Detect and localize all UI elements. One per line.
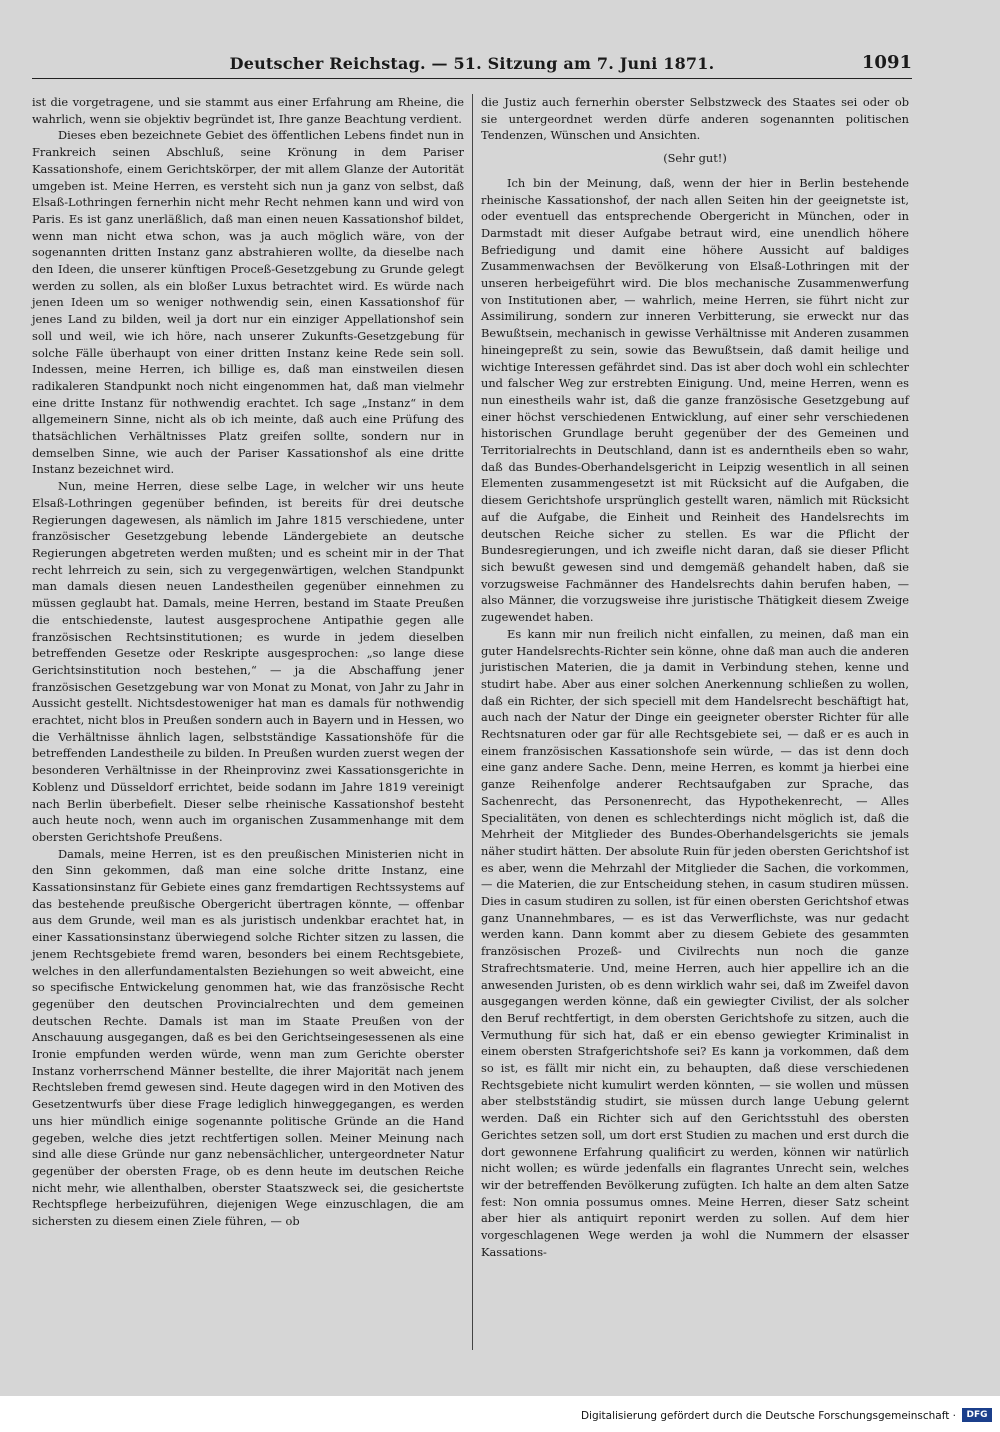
interjection: (Sehr gut!)	[663, 151, 727, 166]
paragraph: die Justiz auch fernerhin oberster Selbstzweck des Staates sei oder ob sie untergeordnet werden dürfe anderen sogenannten politischen Tendenzen, Wünschen und Ansichten.	[481, 95, 909, 143]
left-column	[32, 94, 464, 1230]
right-column	[481, 94, 909, 1261]
footer	[0, 1396, 1000, 1432]
paragraph: Nun, meine Herren, diese selbe Lage, in welcher wir uns heute Elsaß-Lothringen gegenüber befinden, ist bereits für drei deutsche Regierungen dagewesen, als nämlich im Jahre 1815 verschiedene, unter französischer Gesetzgebung lebende Ländergebiete an deutsche Regierungen abgetreten werden mußten; und es scheint mir in der That recht lehrreich zu sein, sich zu vergegenwärtigen, welchen Standpunkt man damals diesen neuen Landestheilen gegenüber einnehmen zu müssen geglaubt hat. Damals, meine Herren, bestand im Staate Preußen die entschiedenste, lautest ausgesprochene Antipathie gegen alle französischen Rechtsinstitutionen; es wurde in jedem dieselben betreffenden Gesetze oder Reskripte ausgesprochen: „so lange diese Gerichtsinstitution noch bestehen,“ — ja die Abschaffung jener französischen Gesetzgebung war von Monat zu Monat, von Jahr zu Jahr in Aussicht gestellt. Nichtsdestoweniger hat man es damals für nothwendig erachtet, nicht blos in Preußen sondern auch in Bayern und in Hessen, wo die Verhältnisse ähnlich lagen, selbstständige Kassationshöfe für die betreffenden Landestheile zu bilden. In Preußen wurden zuerst wegen der besonderen Verhältnisse in der Rheinprovinz zwei Kassationsgerichte in Koblenz und Düsseldorf errichtet, beide sodann im Jahre 1819 vereinigt nach Berlin überbefielt. Dieser selbe rheinische Kassationshof besteht auch heute noch, wenn auch im organischen Zusammenhange mit dem obersten Gerichtshofe Preußens.	[32, 479, 464, 844]
paragraph: Damals, meine Herren, ist es den preußischen Ministerien nicht in den Sinn gekommen, daß man eine solche dritte Instanz, eine Kassationsinstanz für Gebiete eines ganz fremdartigen Rechtssystems auf das bestehende preußische Obergericht übertragen könnte, — offenbar aus dem Grunde, weil man es als juristisch undenkbar erachtet hat, in einer Kassationsinstanz überwiegend solche Richter sitzen zu lassen, die jenem Rechtsgebiete fremd waren, besonders bei einem Rechtsgebiete, welches in den allerfundamentalsten Beziehungen so weit abweicht, eine so specifische Entwickelung genommen hat, wie das französische Recht gegenüber den deutschen Provincialrechten und dem gemeinen deutschen Rechte. Damals ist man im Staate Preußen von der Anschauung ausgegangen, daß es bei den Gerichtseingesessenen als eine Ironie empfunden werden würde, wenn man zum Gerichte oberster Instanz vorherrschend Männer bestellte, die ihrer Majorität nach jenem Rechtsleben fremd gewesen sind. Heute dagegen wird in den Motiven des Gesetzentwurfs über diese Frage lediglich hinweggegangen, es werden uns hier mündlich einige sogenannte politische Gründe an die Hand gegeben, welche dies jetzt rechtfertigen sollen. Meiner Meinung nach sind alle diese Gründe nur ganz nebensächlicher, untergeordneter Natur gegenüber der obersten Frage, ob es denn heute im deutschen Reiche nicht mehr, wie allenthalben, oberster Staatszweck sei, die gesichertste Rechtspflege herbeizuführen, diejenigen Wege einzuschlagen, die am sichersten zu diesem einen Ziele führen, — ob	[32, 846, 464, 1229]
header-title: Deutscher Reichstag. — 51. Sitzung am 7. Juni 1871.	[229, 54, 715, 73]
paragraph: Dieses eben bezeichnete Gebiet des öffentlichen Lebens findet nun in Frankreich seinen Abschluß, seine Krönung in dem Pariser Kassationshofe, einem Gerichtskörper, der mit allem Glanze der Autorität umgeben ist. Meine Herren, es versteht sich nun ja ganz von selbst, daß Elsaß-Lothringen fernerhin nicht mehr Recht nehmen kann und wird von Paris. Es ist ganz unerläßlich, daß man einen neuen Kassationshof bildet, wenn man nicht etwa schon, was ja auch möglich wäre, von der sogenannten dritten Instanz ganz abstrahieren wollte, da dieselbe nach den Ideen, die unserer künftigen Proceß-Gesetzgebung zu Grunde gelegt werden zu sollen, als ein bloßer Luxus betrachtet wird. Es würde nach jenen Ideen um so weniger nothwendig sein, einen Kassationshof für jenes Land zu bilden, weil ja dort nur ein einziger Appellationshof sein soll und weil, wie ich höre, nach unserer Zukunfts-Gesetzgebung für solche Fälle überhaupt von einer dritten Instanz keine Rede sein soll. Indessen, meine Herren, ich billige es, daß man einstweilen diesen radikaleren Standpunkt noch nicht eingenommen hat, daß man vielmehr eine dritte Instanz für nothwendig erachtet. Ich sage „Instanz“ in dem allgemeinern Sinne, nicht als ob ich meinte, daß auch eine Prüfung des thatsächlichen Verhältnisses Platz greifen sollte, sondern nur in demselben Sinne, wie auch der Pariser Kassationshof als eine dritte Instanz bezeichnet wird.	[32, 128, 464, 477]
page-header	[32, 52, 912, 79]
funding-note: Digitalisierung gefördert durch die Deutsche Forschungsgemeinschaft ·	[580, 1410, 956, 1422]
paragraph: Es kann mir nun freilich nicht einfallen, zu meinen, daß man ein guter Handelsrechts-Richter sein könne, ohne daß man auch die anderen juristischen Materien, die ja damit in Verbindung stehen, kenne und studirt habe. Aber aus einer solchen Anerkennung schließen zu wollen, daß ein Richter, der sich speciell mit dem Handelsrecht beschäftigt hat, auch nach der Natur der Dinge ein geeigneter oberster Richter für alle Rechtsnaturen oder gar für alle Rechtsgebiete sei, — daß er es auch in einem französischen Kassationshofe sein würde, — das ist denn doch eine ganz andere Sache. Denn, meine Herren, es kommt ja hierbei eine ganze Reihenfolge anderer Rechtsaufgaben zur Sprache, das Sachenrecht, das Personenrecht, das Hypothekenrecht, — Alles Specialitäten, von denen es schlechterdings nicht möglich ist, daß die Mehrheit der Mitglieder des Bundes-Oberhandelsgerichts sie jemals näher studirt hätten. Der absolute Ruin für jeden obersten Gerichtshof ist es aber, wenn die Mehrzahl der Mitglieder die Sachen, die vorkommen, — die Materien, die zur Entscheidung stehen, in casum studiren müssen. Dies in casum studiren zu sollen, ist für einen obersten Gerichtshof etwas ganz Unannehmbares, — es ist das Verwerflichste, was nur gedacht werden kann. Dann kommt aber zu diesem Gebiete des gesammten französischen Prozeß- und Civilrechts nun noch die ganze Strafrechtsmaterie. Und, meine Herren, auch hier appellire ich an die anwesenden Juristen, ob es denn wirklich wahr sei, daß im Zweifel davon ausgegangen werden könne, daß ein gewiegter Civilist, der als solcher den Beruf rechtfertigt, in dem obersten Gerichtshofe zu sitzen, auch die Vermuthung für sich hat, daß er ein ebenso gewiegter Kriminalist in einem obersten Strafgerichtshofe sei? Es kann ja vorkommen, daß dem so ist, es fällt mir nicht ein, zu behaupten, daß diese verschiedenen Rechtsgebiete nicht kumulirt werden könnten, — sie wollen und müssen aber stelbstständig studirt, sie müssen durch lange Uebung gelernt werden. Daß ein Richter sich auf den Gerichtsstuhl des obersten Gerichtes setzen soll, um dort erst Studien zu machen und erst durch die dort gewonnene Erfahrung qualificirt zu werden, können wir natürlich nicht wollen; es würde jedenfalls ein flagrantes Unrecht sein, welches wir der betreffenden Bevölkerung zufügten. Ich halte an dem alten Satze fest: Non omnia possumus omnes. Meine Herren, dieser Satz scheint aber hier als antiquirt reponirt werden zu sollen. Auf dem hier vorgeschlagenen Wege werden ja wohl die Nummern der elsasser Kassations-	[481, 626, 909, 1259]
dfg-logo: DFG	[962, 1408, 992, 1422]
column-divider	[472, 94, 473, 1350]
page-number: 1091	[861, 52, 912, 73]
paragraph: Ich bin der Meinung, daß, wenn der hier in Berlin bestehende rheinische Kassationshof, der nach allen Seiten hin der geeignetste ist, oder eventuell das entsprechende Obergericht in München, oder in Darmstadt mit dieser Aufgabe betraut wird, eine unendlich höhere Befriedigung und damit eine höhere Aussicht auf baldiges Zusammenwachsen der Bevölkerung von Elsaß-Lothringen mit der unseren herbeigeführt wird. Die blos mechanische Zusammenwerfung von Institutionen aber, — wahrlich, meine Herren, sie führt nicht zur Assimilirung, sondern zur inneren Verbitterung, sie erweckt nur das Bewußtsein, mechanisch in gewisse Verhältnisse mit Anderen zusammen hineingepreßt zu sein, sowie das Bewußtsein, daß damit heilige und wichtige Interessen gefährdet sind. Das ist aber doch wohl ein schlechter und falscher Weg zur erstrebten Einigung. Und, meine Herren, wenn es nun einestheils wahr ist, daß die ganze französische Gesetzgebung auf einer höchst verschiedenen Entwicklung, auf einer sehr verschiedenen historischen Grundlage beruht gegenüber der des Gemeinen und Territorialrechts in Deutschland, dann ist es anderntheils eben so wahr, daß das Bundes-Oberhandelsgericht in Leipzig wesentlich in all seinen Elementen zusammengesetzt ist mit Rücksicht auf die Aufgaben, die diesem Gerichtshofe ursprünglich gestellt waren, nämlich mit Rücksicht auf die Aufgabe, die Einheit und Reinheit des Handelsrechts im deutschen Reiche sicher zu stellen. Es war die Pflicht der Bundesregierungen, und ich zweifle nicht daran, daß sie dieser Pflicht sich bewußt gewesen sind und demgemäß gehandelt haben, daß sie vorzugsweise Fachmänner des Handelsrechts dahin berufen haben, — also Männer, die vorzugsweise ihre juristische Thätigkeit diesem Zweige zugewendet haben.	[481, 175, 909, 625]
paragraph: ist die vorgetragene, und sie stammt aus einer Erfahrung am Rheine, die wahrlich, wenn sie objektiv begründet ist, Ihre ganze Beachtung verdient.	[32, 95, 464, 126]
